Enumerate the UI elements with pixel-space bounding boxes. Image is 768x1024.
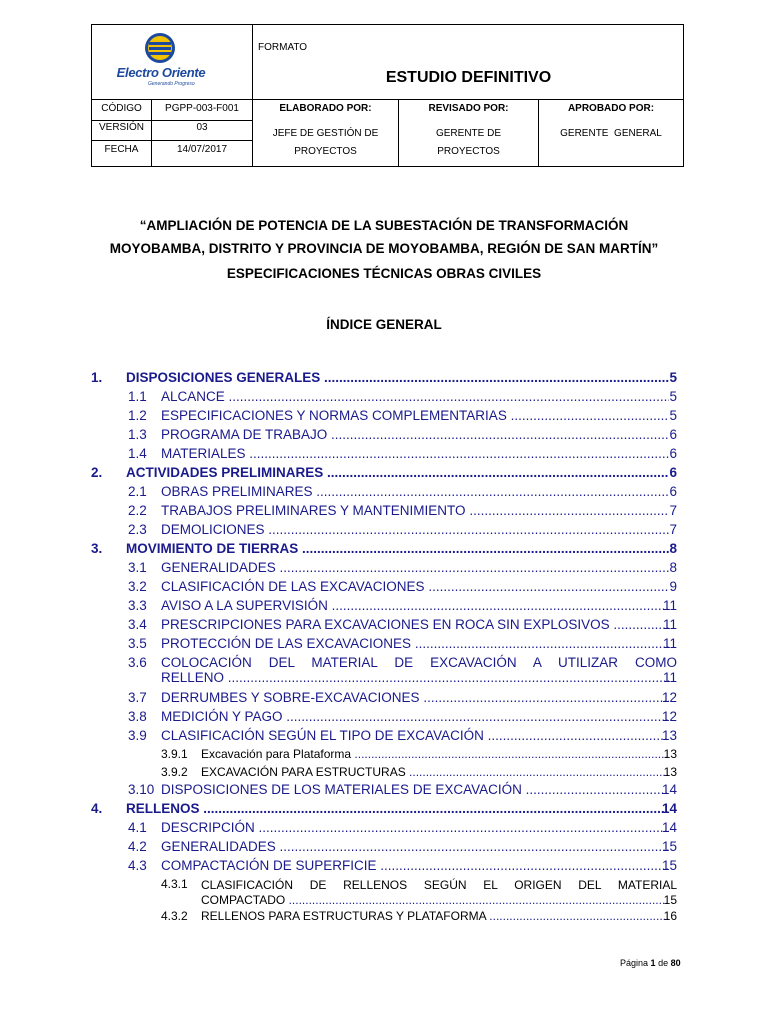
logo-text: Electro Oriente xyxy=(116,65,206,80)
toc-entry[interactable]: 4.3.1 CLASIFICACIÓN DE RELLENOS SEGÚN EL ORIGEN DEL MATERIAL COMPACTADO ..... 15 xyxy=(91,877,677,907)
toc-entry[interactable]: 3.5 PROTECCIÓN DE LAS EXCAVACIONES ..... 11 xyxy=(91,634,677,653)
toc-entry[interactable]: 3.7 DERRUMBES Y SOBRE-EXCAVACIONES ..... 12 xyxy=(91,688,677,707)
index-heading: ÍNDICE GENERAL xyxy=(326,317,442,332)
fecha-value: 14/07/2017 xyxy=(176,144,228,155)
toc-entry[interactable]: 3.9.1 Excavación para Plataforma ..... 13 xyxy=(91,745,677,763)
company-logo xyxy=(108,31,214,95)
toc-entry[interactable]: 4.2 GENERALIDADES ..... 15 xyxy=(91,837,677,856)
toc-entry[interactable]: 1. DISPOSICIONES GENERALES ..... 5 xyxy=(91,368,677,387)
toc-entry[interactable]: 4. RELLENOS ..... 14 xyxy=(91,799,677,818)
toc-entry[interactable]: 4.1 DESCRIPCIÓN ..... 14 xyxy=(91,818,677,837)
toc-entry[interactable]: 2. ACTIVIDADES PRELIMINARES ..... 6 xyxy=(91,463,677,482)
elaborado-value-line1: JEFE DE GESTIÓN DE xyxy=(272,128,379,139)
document-subtitle: ESPECIFICACIONES TÉCNICAS OBRAS CIVILES xyxy=(226,266,542,281)
toc-entry[interactable]: 2.3 DEMOLICIONES ..... 7 xyxy=(91,520,677,539)
toc-entry[interactable]: 4.3.2 RELLENOS PARA ESTRUCTURAS Y PLATAFORMA ..... 16 xyxy=(91,907,677,925)
logo-tagline: Generando Progreso xyxy=(148,81,195,87)
elaborado-value-line2: PROYECTOS xyxy=(294,146,357,157)
toc-entry[interactable]: 3.1 GENERALIDADES ..... 8 xyxy=(91,558,677,577)
toc-entry[interactable]: 3.4 PRESCRIPCIONES PARA EXCAVACIONES EN ROCA SIN EXPLOSIVOS ..... 11 xyxy=(91,615,677,634)
codigo-value: PGPP-003-F001 xyxy=(165,103,239,114)
toc-entry[interactable]: 1.3 PROGRAMA DE TRABAJO ..... 6 xyxy=(91,425,677,444)
toc-entry[interactable]: 3.3 AVISO A LA SUPERVISIÓN ..... 11 xyxy=(91,596,677,615)
revisado-value-line2: PROYECTOS xyxy=(437,146,500,157)
document-type-title: ESTUDIO DEFINITIVO xyxy=(385,69,552,86)
toc-entry[interactable]: 3. MOVIMIENTO DE TIERRAS ..... 8 xyxy=(91,539,677,558)
toc-entry[interactable]: 3.9 CLASIFICACIÓN SEGÚN EL TIPO DE EXCAVACIÓN ..... 13 xyxy=(91,726,677,745)
toc-entry[interactable]: 2.1 OBRAS PRELIMINARES ..... 6 xyxy=(91,482,677,501)
page-number: Página 1 de 80 xyxy=(620,958,681,968)
format-label: FORMATO xyxy=(258,42,308,53)
toc-entry[interactable]: 3.10 DISPOSICIONES DE LOS MATERIALES DE EXCAVACIÓN ..... 14 xyxy=(91,780,677,799)
toc-entry[interactable]: 4.3 COMPACTACIÓN DE SUPERFICIE ..... 15 xyxy=(91,856,677,875)
toc-entry[interactable]: 1.1 ALCANCE ..... 5 xyxy=(91,387,677,406)
revisado-value-line1: GERENTE DE xyxy=(435,128,501,139)
fecha-label: FECHA xyxy=(104,144,139,155)
toc-entry[interactable]: 3.9.2 EXCAVACIÓN PARA ESTRUCTURAS ..... 13 xyxy=(91,763,677,781)
version-value: 03 xyxy=(196,122,208,133)
version-label: VERSIÓN xyxy=(98,122,144,133)
toc-entry[interactable]: 3.2 CLASIFICACIÓN DE LAS EXCAVACIONES ..... 9 xyxy=(91,577,677,596)
aprobado-label: APROBADO POR: xyxy=(567,103,655,114)
project-title-line1: “AMPLIACIÓN DE POTENCIA DE LA SUBESTACIÓN DE TRANSFORMACIÓN xyxy=(139,218,629,233)
toc-entry[interactable]: 3.6 COLOCACIÓN DEL MATERIAL DE EXCAVACIÓN A UTILIZAR COMO RELLENO ..... 11 xyxy=(91,655,677,687)
toc-entry[interactable]: 1.4 MATERIALES ..... 6 xyxy=(91,444,677,463)
aprobado-value: GERENTE GENERAL xyxy=(560,128,662,139)
codigo-label: CÓDIGO xyxy=(101,103,142,114)
project-title-line2: MOYOBAMBA, DISTRITO Y PROVINCIA DE MOYOBAMBA, REGIÓN DE SAN MARTÍN” xyxy=(109,241,659,256)
toc-entry[interactable]: 1.2 ESPECIFICACIONES Y NORMAS COMPLEMENTARIAS ..... 5 xyxy=(91,406,677,425)
revisado-label: REVISADO POR: xyxy=(428,103,509,114)
toc-entry[interactable]: 2.2 TRABAJOS PRELIMINARES Y MANTENIMIENTO ..... 7 xyxy=(91,501,677,520)
document-header xyxy=(91,24,684,167)
toc-entry[interactable]: 3.8 MEDICIÓN Y PAGO ..... 12 xyxy=(91,707,677,726)
elaborado-label: ELABORADO POR: xyxy=(279,103,372,114)
